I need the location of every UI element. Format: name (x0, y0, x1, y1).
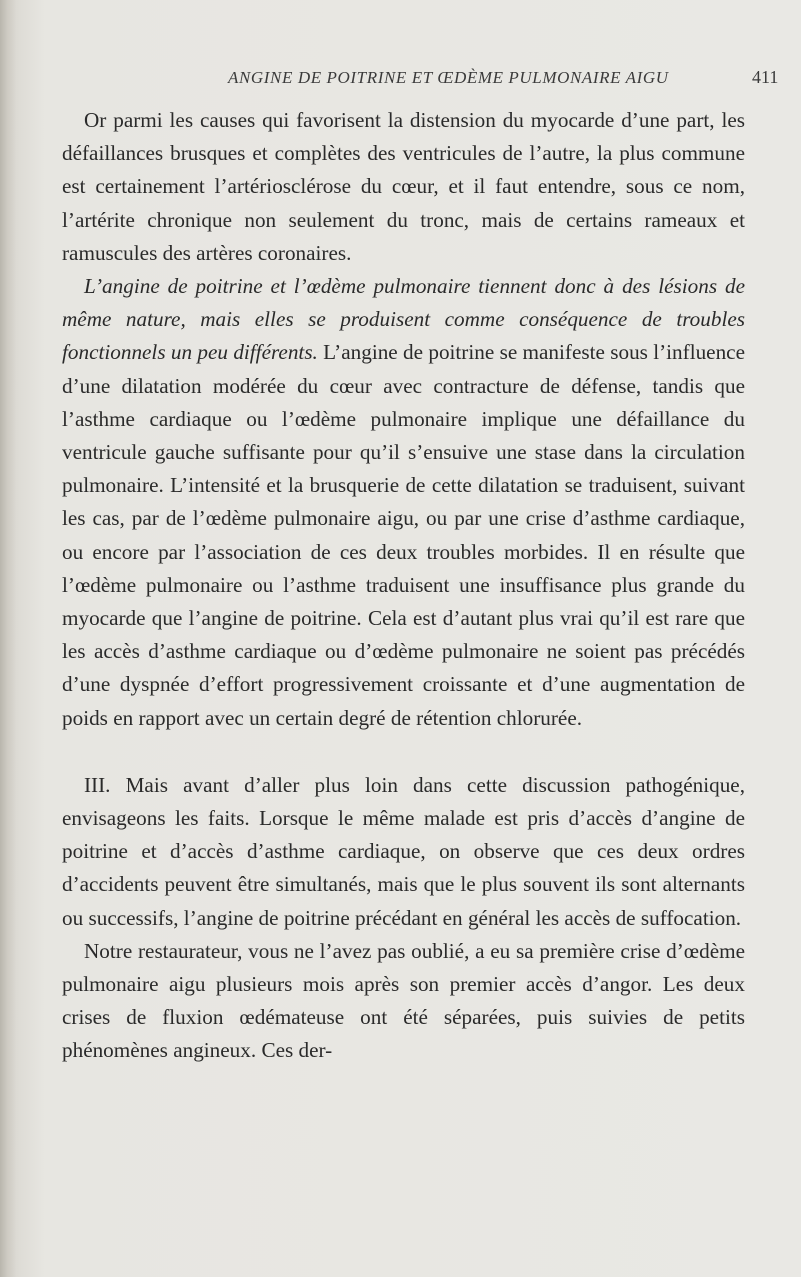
binding-shadow (0, 0, 16, 1277)
paragraph-2-text: L’angine de poitrine se manifeste sous l’influence d’une dilatation modérée du cœur avec contracture de défense, tandis que l’asthme cardiaque ou l’œdème pulmonaire implique une défaillance du ventricule gauche suffisante pour qu’il s’ensuive une stase dans la circulation pulmonaire. L’intensité et la brusquerie de cette dilatation se traduisent, suivant les cas, par de l’œdème pulmonaire aigu, ou par une crise d’asthme cardiaque, ou encore par l’association de ces deux troubles morbides. Il en résulte que l’œdème pulmonaire ou l’asthme traduisent une insuffisance plus grande du myocarde que l’angine de poitrine. Cela est d’autant plus vrai qu’il est rare que les accès d’asthme cardiaque ou d’œdème pulmonaire ne soient pas précédés d’une dyspnée d’effort progressivement croissante et d’une augmentation de poids en rapport avec un certain degré de rétention chlorurée. (62, 340, 745, 730)
page-number: 411 (752, 67, 779, 87)
running-header: ANGINE DE POITRINE ET ŒDÈME PULMONAIRE AIGU (228, 68, 669, 87)
paragraph-2 (62, 270, 745, 735)
paragraph-3: III. Mais avant d’aller plus loin dans cette discussion pathogénique, envisageons les faits. Lorsque le même malade est pris d’accès d’angine de poitrine et d’accès d’asthme cardiaque, on observe que ces deux ordres d’accidents peuvent être simultanés, mais que le plus souvent ils sont alternants ou successifs, l’angine de poitrine précédant en général les accès de suffocation. (62, 772, 745, 930)
italic-thesis: L’angine de poitrine et l’œdème pulmonaire tiennent donc à des lésions de même nature, mais elles se produisent comme conséquence de troubles fonctionnels un peu différents. (62, 274, 745, 365)
paragraph-1: Or parmi les causes qui favorisent la distension du myocarde d’une part, les défaillances brusques et complètes des ventricules de l’autre, la plus commune est certainement l’artériosclérose du cœur, et il faut entendre, sous ce nom, l’artérite chronique non seulement du tronc, mais de certains rameaux et ramuscules des artères coronaires. (62, 108, 745, 265)
paragraph-4: Notre restaurateur, vous ne l’avez pas oublié, a eu sa première crise d’œdème pulmonaire aigu plusieurs mois après son premier accès d’angor. Les deux crises de fluxion œdémateuse ont été séparées, puis suivies de petits phénomènes angineux. Ces der- (62, 938, 745, 1063)
body-text (62, 104, 745, 1068)
